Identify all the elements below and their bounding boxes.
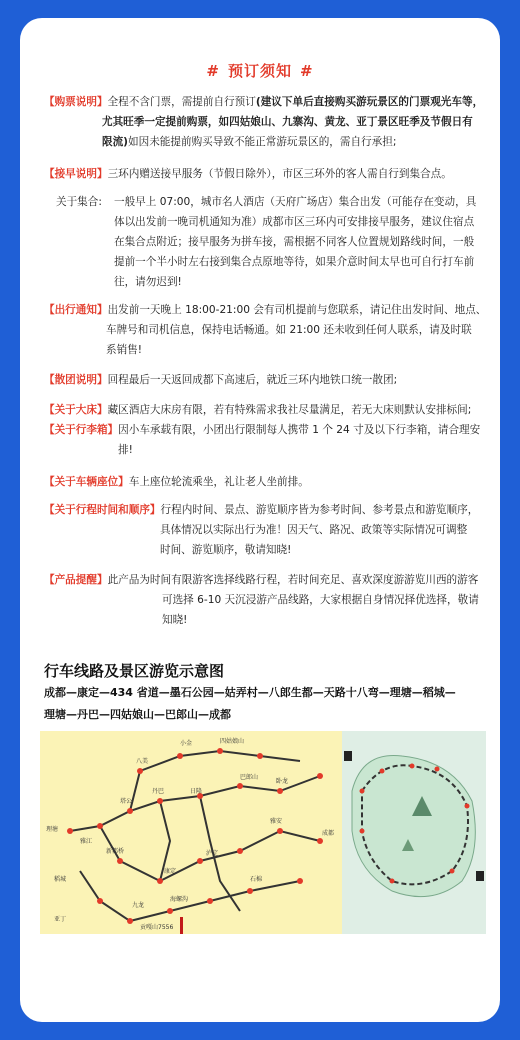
map-label: 泸定 (206, 850, 219, 857)
map-label: 理塘 (46, 826, 59, 833)
pickup-section: 【接早说明】三环内赠送接早服务（节假日除外），市区三环外的客人需自行到集合点。 (44, 168, 452, 180)
notice-card: # 预订须知 # 【购票说明】全程不含门票，需提前自行预订(建议下单后直接购买游玩景区的门票观光车等， 尤其旺季一定提前购票，如四姑娘山、九寨沟、黄龙、亚丁景区旺季及节假日有 限流)如因未能提前购买导致不能正常游玩景区的，需自行承担; 【接早说明】三环内赠送接早服务（节假日除外），市区三环外的客人需自行到集合点。 关于集合: 一般早上 07:00，城市名人酒店（天府广场店）集合出发（可能存在变动，具 体以出发前一晚司机通知为准）成都市区三环内可安排接早服务，建议住宿点 在集合点附近；接早服务为拼车接，需根据不同客人位置规划路线时间，一般 提前一个半小时左右接到集合点原地等待，如果介意时间太早也可自行打车前 往，请勿迟到! 【出行通知】出发前一天晚上 18:00-21:00 会有司机提前与您联系，请记住出发时间、地点、 车牌号和司机信息，保持电话畅通。如 21:00 还未收到任何人联系，请及时联 系销售! 【散团说明】回程最后一天返回成都下高速后，就近三环内地铁口统一散团; 【关于大床】藏区酒店大床房有限，若有特殊需求我社尽量满足，若无大床则默认安排标间; 【关于行李箱】因小车承载有限，小团出行限制每人携带 1 个 24 寸及以下行李箱，请合理安 排! 【关于车辆座位】车上座位轮流乘坐，礼让老人坐前排。 【关于行程时间和顺序】行程内时间、景点、游览顺序皆为参考时间、参考景点和游览顺序， 具体情况以实际出行为准！因天气、路况、政策等实际情况可调整 时间、游览顺序，敬请知晓! 【产品提醒】此产品为时间有限游客选择线路行程，若时间充足、喜欢深度游游览川西的游客 可选择 6-10 天沉浸游产品线路，大家根据自身情况择优选择，敬请 知晓! 行车线路及景区游览示意图 成都—康定—434 省道—墨石公园—姑弄村—八郎生都—天路十八弯—理塘—稻城— 理塘—丹巴—四姑娘山—巴郎山—成都 小金 四姑娘山 日隆 八美 丹巴 巴郎山 塔公 卧龙 理塘 雅江 新都桥 康定 泸定 雅安 成都 稻城 亚丁 九龙 海螺沟 石棉 贡嘎山7556 (20, 18, 500, 1022)
luggage-section: 【关于行李箱】因小车承载有限，小团出行限制每人携带 1 个 24 寸及以下行李箱，请合理安 排! (44, 424, 481, 456)
ticket-section: 【购票说明】全程不含门票，需提前自行预订(建议下单后直接购买游玩景区的门票观光车等， 尤其旺季一定提前购票，如四姑娘山、九寨沟、黄龙、亚丁景区旺季及节假日有 限流)如因未能提前购买导致不能正常游玩景区的，需自行承担; (44, 96, 484, 148)
tip-section: 【产品提醒】此产品为时间有限游客选择线路行程，若时间充足、喜欢深度游游览川西的游客 可选择 6-10 天沉浸游产品线路，大家根据自身情况择优选择，敬请 知晓! (44, 574, 479, 626)
map-label: 小金 (180, 740, 193, 747)
map-label: 塔公 (120, 798, 133, 805)
marker-pole (180, 917, 183, 934)
map-label: 石棉 (250, 876, 263, 883)
map-label: 卧龙 (276, 778, 289, 785)
map-label: 九龙 (132, 902, 145, 909)
road-map-graphic (40, 731, 342, 934)
scenic-illustrated-map (342, 731, 486, 934)
seat-section: 【关于车辆座位】车上座位轮流乘坐，礼让老人坐前排。 (44, 476, 309, 488)
map-label: 贡嘎山7556 (140, 924, 174, 931)
map-label: 巴郎山 (240, 774, 259, 781)
map-label: 四姑娘山 (220, 738, 245, 745)
map-label: 新都桥 (106, 848, 125, 855)
map-label: 雅江 (80, 838, 93, 845)
bed-section: 【关于大床】藏区酒店大床房有限，若有特殊需求我社尽量满足，若无大床则默认安排标间; (44, 404, 472, 416)
map-label: 丹巴 (152, 788, 165, 795)
map-label: 八美 (136, 758, 149, 765)
itinerary-section: 【关于行程时间和顺序】行程内时间、景点、游览顺序皆为参考时间、参考景点和游览顺序， 具体情况以实际出行为准！因天气、路况、政策等实际情况可调整 时间、游览顺序，敬请知晓! (44, 504, 479, 556)
route-road-map (40, 731, 342, 934)
route-description: 成都—康定—434 省道—墨石公园—姑弄村—八郎生都—天路十八弯—理塘—稻城— 理塘—丹巴—四姑娘山—巴郎山—成都 (44, 686, 456, 721)
map-label: 海螺沟 (170, 896, 189, 903)
map-label: 日隆 (190, 788, 203, 795)
map-label: 稻城 (54, 876, 67, 883)
dismiss-section: 【散团说明】回程最后一天返回成都下高速后，就近三环内地铁口统一散团; (44, 374, 398, 386)
route-heading: 行车线路及景区游览示意图 (44, 662, 225, 680)
map-label: 雅安 (270, 818, 283, 825)
map-label: 成都 (322, 830, 335, 837)
scenic-map-graphic (342, 731, 486, 934)
map-label: 康定 (164, 868, 177, 875)
depart-section: 【出行通知】出发前一天晚上 18:00-21:00 会有司机提前与您联系，请记住出发时间、地点、 车牌号和司机信息，保持电话畅通。如 21:00 还未收到任何人联系，请及时联 系销售! (44, 304, 487, 356)
page-title: # 预订须知 # (206, 62, 314, 80)
map-label: 亚丁 (54, 916, 67, 923)
